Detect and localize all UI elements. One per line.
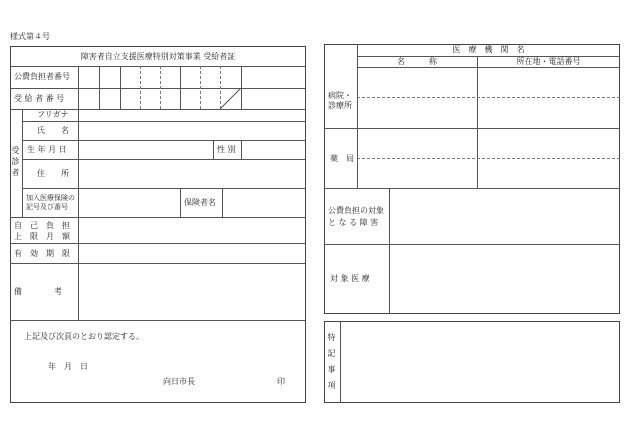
recipient-section-label: 受診者 — [11, 146, 20, 179]
special-notes-label: 特記事項 — [327, 333, 336, 397]
name-label: 氏 名 — [37, 126, 69, 135]
recipient-number-label: 受 給 者 番 号 — [14, 94, 65, 103]
special-notes-border — [324, 321, 620, 403]
insurance-symbol-label-line1: 加入医療保険の — [26, 194, 75, 202]
furigana-label: フリガナ — [37, 110, 69, 119]
address-column-label: 所在地・電話番号 — [516, 57, 581, 66]
hospital-label-line2: 診療所 — [328, 101, 352, 110]
target-disability-label-line2: と な る 障 害 — [328, 218, 379, 227]
recipient-number-slash — [220, 88, 241, 109]
hospital-label-line1: 病院・ — [328, 91, 352, 100]
target-disability-label-line1: 公費負担の対象 — [328, 206, 384, 215]
certificate-title: 障害者自立支援医療特別対策事業 受給者証 — [80, 52, 236, 61]
certification-text: 上記及び次頁のとおり認定する。 — [24, 332, 144, 341]
public-payer-number-label: 公費負担者番号 — [14, 72, 70, 81]
copay-label-line2: 上 限 月 額 — [14, 232, 70, 241]
insurance-symbol-label-line2: 記号及び番号 — [26, 203, 68, 211]
copay-label-line1: 自 己 負 担 — [14, 221, 70, 230]
address-label: 住 所 — [37, 169, 69, 178]
mayor-label: 向日市長 — [163, 377, 195, 386]
name-column-label: 名 称 — [397, 57, 437, 66]
target-care-label: 対 象 医 療 — [330, 274, 370, 283]
birthdate-label: 生 年 月 日 — [27, 145, 67, 154]
pharmacy-label: 薬 局 — [330, 154, 354, 163]
validity-label: 有 効 期 限 — [14, 249, 70, 258]
remarks-label: 備 考 — [14, 287, 62, 296]
seal-label: 印 — [277, 377, 285, 386]
gender-label: 性 別 — [217, 145, 236, 154]
form-number: 様式第４号 — [10, 32, 50, 41]
certification-date: 年 月 日 — [48, 362, 88, 371]
insurer-name-label: 保険者名 — [184, 198, 216, 207]
medical-institution-header: 医 療 機 関 名 — [452, 45, 525, 54]
